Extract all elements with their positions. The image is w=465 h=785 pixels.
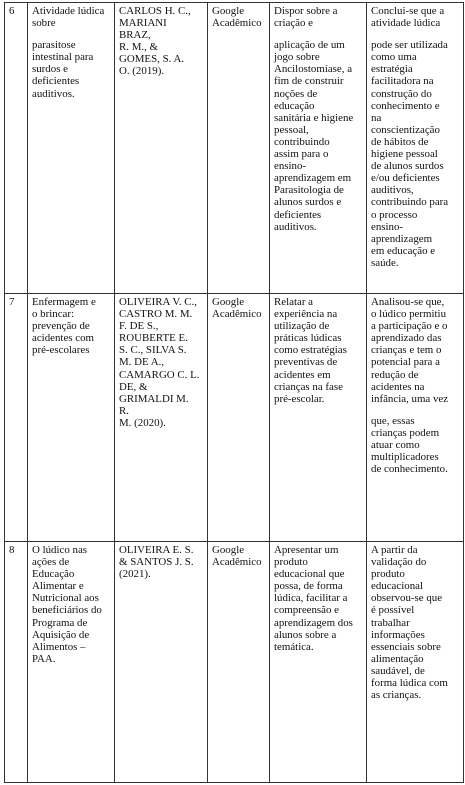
table-row <box>5 3 464 294</box>
source-cell: Google Acadêmico <box>212 5 262 30</box>
authors-cell: OLIVEIRA E. S. & SANTOS J. S. (2021). <box>119 544 194 581</box>
result-cell: Conclui-se que a atividade lúdica pode ser utilizada como uma estratégia facilitadora na construção do conhecimento e na conscientização de hábitos de higiene pessoal de alunos surdos e/ou deficientes auditivos, contribuindo para o processo ensino- aprendizagem em educação e saúde. <box>371 5 449 269</box>
title-cell: Atividade lúdica sobre parasitose intestinal para surdos e deficientes auditivos. <box>32 5 105 100</box>
result-cell: Analisou-se que, o lúdico permitiu a participação e o aprendizado das crianças e tem o potencial para a redução de acidentes na infância, uma vez que, essas crianças podem atuar como multiplicadores de conhecimento. <box>371 296 449 476</box>
results-table <box>4 2 464 783</box>
objective-cell: Apresentar um produto educacional que possa, de forma lúdica, facilitar a compreensão e aprendizagem dos alunos sobre a temática. <box>274 544 353 653</box>
authors-cell: OLIVEIRA V. C., CASTRO M. M. F. DE S., ROUBERTE E. S. C., SILVA S. M. DE A., CAMARGO C. L. DE, & GRIMALDI M. R. M. (2020). <box>119 296 200 429</box>
row-number: 6 <box>9 5 15 17</box>
objective-cell: Relatar a experiência na utilização de práticas lúdicas como estratégias preventivas de acidentes em crianças na fase pré-escolar. <box>274 296 347 405</box>
row-number: 7 <box>9 296 15 308</box>
source-cell: Google Acadêmico <box>212 544 262 569</box>
table-row <box>5 542 464 783</box>
authors-cell: CARLOS H. C., MARIANI BRAZ, R. M., & GOMES, S. A. O. (2019). <box>119 5 191 78</box>
source-cell: Google Acadêmico <box>212 296 262 321</box>
row-number: 8 <box>9 544 15 556</box>
title-cell: Enfermagem e o brincar: prevenção de acidentes com pré-escolares <box>32 296 96 357</box>
title-cell: O lúdico nas ações de Educação Alimentar e Nutricional aos beneficiários do Programa de Aquisição de Alimentos – PAA. <box>32 544 102 665</box>
result-cell: A partir da validação do produto educacional observou-se que é possível trabalhar informações essenciais sobre alimentação saudável, de forma lúdica com as crianças. <box>371 544 448 702</box>
objective-cell: Dispor sobre a criação e aplicação de um jogo sobre Ancilostomíase, a fim de construir noções de educação sanitária e higiene pessoal, contribuindo assim para o ensino- aprendizagem em Parasitologia de alunos surdos e deficientes auditivos. <box>274 5 354 233</box>
table-row <box>5 294 464 542</box>
